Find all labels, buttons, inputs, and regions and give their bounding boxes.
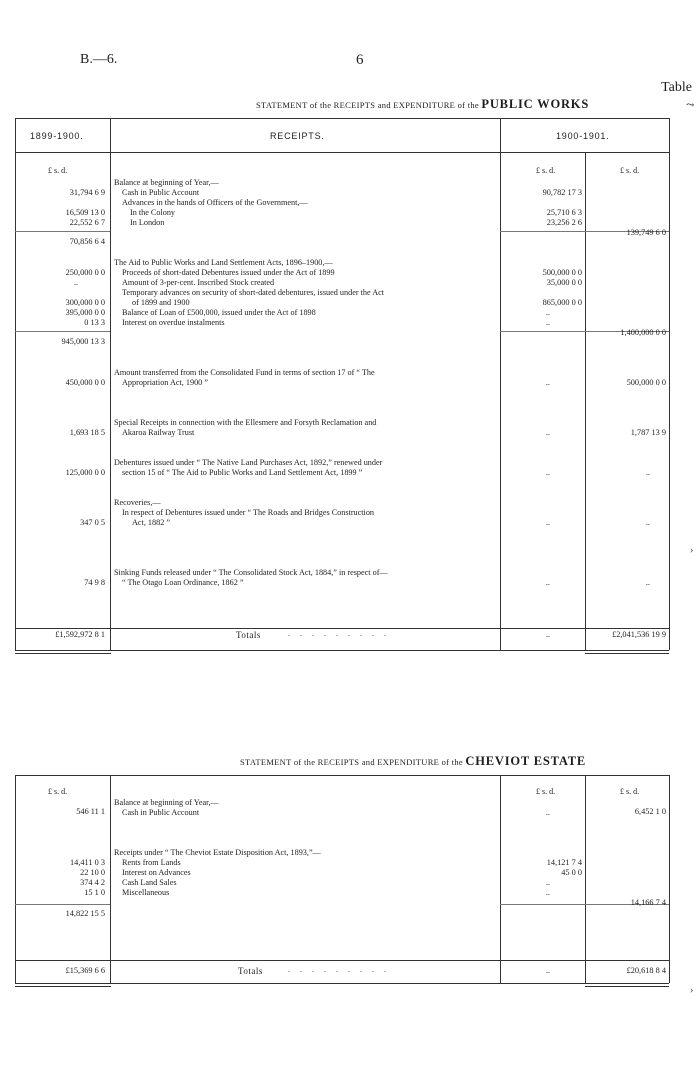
ch-top-rule — [15, 775, 669, 776]
ch-prev-interest: 22 10 0 — [80, 868, 105, 877]
pw-col-divider-2 — [500, 118, 501, 650]
aid-heading: The Aid to Public Works and Land Settlement Acts, 1896–1900,— — [114, 258, 333, 267]
ch-cur-land-sales: .. — [545, 878, 550, 887]
pw-double-rule-right — [585, 653, 669, 654]
col-head-1899: 1899-1900. — [30, 131, 84, 141]
cheviot-title — [240, 754, 586, 769]
consolidated-line-2: Appropriation Act, 1900 ” — [122, 378, 208, 387]
ch-totals-leader: ......... — [288, 965, 396, 974]
ch-lsd-total: £ s. d. — [620, 787, 640, 796]
pw-top-rule — [15, 118, 669, 119]
cheviot-title-prefix: STATEMENT of the RECEIPTS and EXPENDITURE of the — [240, 757, 463, 767]
prev-aid-subtotal: 945,000 13 3 — [61, 337, 105, 346]
ch-receipts-heading: Receipts under “ The Cheviot Estate Disposition Act, 1893,”— — [114, 848, 321, 857]
public-works-title-emphasis: PUBLIC WORKS — [481, 97, 590, 111]
cur-sinking-total: .. — [645, 578, 650, 587]
balance-colony-label: In the Colony — [130, 208, 176, 217]
recoveries-line-1: In respect of Debentures issued under “ The Roads and Bridges Construction — [122, 508, 375, 517]
prev-consolidated: 450,000 0 0 — [65, 378, 105, 387]
pw-double-rule-left — [15, 653, 111, 654]
pw-col-divider-1 — [110, 118, 111, 650]
cur-aid-3: 865,000 0 0 — [542, 298, 582, 307]
recoveries-line-2: Act, 1882 ” — [132, 518, 170, 527]
cur-debentures-mid: .. — [545, 468, 550, 477]
aid-line-1: Proceeds of short-dated Debentures issued under the Act of 1899 — [122, 268, 335, 277]
cur-consolidated-total: 500,000 0 0 — [626, 378, 666, 387]
aid-line-4: Balance of Loan of £500,000, issued under the Act of 1898 — [122, 308, 316, 317]
prev-recoveries: 347 0 5 — [80, 518, 105, 527]
ch-col-divider-1 — [110, 775, 111, 983]
ch-subtotal-rule — [15, 904, 110, 905]
cur-consolidated-mid: .. — [545, 378, 550, 387]
cur-recoveries-total: .. — [645, 518, 650, 527]
ch-cur-interest: 45 0 0 — [561, 868, 582, 877]
public-works-title — [256, 97, 589, 112]
ch-bottom-rule — [15, 983, 669, 984]
special-line-2: Akaroa Railway Trust — [122, 428, 195, 437]
cur-aid-2: 35,000 0 0 — [546, 278, 582, 287]
cur-balance-total: 139,749 6 0 — [626, 228, 666, 237]
page-section-code: B.—6. — [80, 52, 118, 67]
lsd-heading-total: £ s. d. — [620, 166, 640, 175]
cur-special-mid: .. — [545, 428, 550, 437]
lsd-heading-mid: £ s. d. — [536, 166, 556, 175]
ch-cur-cash-mid: .. — [545, 808, 550, 817]
cur-grand-total-mid: .. — [545, 630, 550, 639]
ch-lsd-mid: £ s. d. — [536, 787, 556, 796]
col-head-receipts: RECEIPTS. — [270, 131, 325, 141]
ch-cur-total: 14,166 7 4 — [630, 898, 666, 907]
balance-london-label: In London — [130, 218, 165, 227]
prev-london: 22,552 6 7 — [69, 218, 105, 227]
ch-prev-cash: 546 11 1 — [76, 807, 105, 816]
cheviot-title-emphasis: CHEVIOT ESTATE — [465, 754, 587, 768]
ch-grand-total: £20,618 8 4 — [626, 966, 666, 975]
ch-total-rule — [15, 960, 669, 961]
ch-interest-label: Interest on Advances — [122, 868, 191, 877]
debentures-line-2: section 15 of “ The Aid to Public Works and Land Settlement Act, 1899 ” — [122, 468, 363, 477]
prev-aid-1: 250,000 0 0 — [65, 268, 105, 277]
ch-cur-rents: 14,121 7 4 — [546, 858, 582, 867]
balance-heading: Balance at beginning of Year,— — [114, 178, 219, 187]
table-label: Table — [661, 80, 692, 95]
page-number: 6 — [356, 52, 364, 68]
pw-totals-label: Totals — [236, 630, 261, 640]
prev-sinking: 74 9 8 — [84, 578, 105, 587]
cur-aid-total: 1,400,000 0 0 — [620, 328, 666, 337]
ch-prev-misc: 15 1 0 — [84, 888, 105, 897]
aid-line-2: Amount of 3-per-cent. Inscribed Stock created — [122, 278, 275, 287]
margin-mark-3: › — [690, 985, 694, 996]
pw-header-rule — [15, 152, 669, 153]
special-line-1: Special Receipts in connection with the Ellesmere and Forsyth Reclamation and — [114, 418, 377, 427]
ch-rents-label: Rents from Lands — [122, 858, 181, 867]
ch-cash-label: Cash in Public Account — [122, 808, 200, 817]
ch-cur-total-mid: .. — [545, 966, 550, 975]
cur-aid-4: .. — [545, 308, 550, 317]
ch-right-border — [669, 775, 670, 983]
public-works-title-prefix: STATEMENT of the RECEIPTS and EXPENDITURE of the — [256, 100, 479, 110]
cur-sinking-mid: .. — [545, 578, 550, 587]
ch-lsd-prev: £ s. d. — [48, 787, 68, 796]
pw-bottom-rule — [15, 650, 669, 651]
ch-double-rule-left — [15, 986, 111, 987]
cur-colony: 25,710 6 3 — [546, 208, 582, 217]
prev-colony: 16,509 13 0 — [65, 208, 105, 217]
prev-special: 1,693 18 5 — [69, 428, 105, 437]
prev-grand-total: £1,592,972 8 1 — [55, 630, 105, 639]
aid-line-5: Interest on overdue instalments — [122, 318, 225, 327]
ch-misc-label: Miscellaneous — [122, 888, 170, 897]
pw-totals-leader: ......... — [288, 629, 396, 638]
pw-subtotal-rule-1 — [15, 231, 110, 232]
ch-prev-rents: 14,411 0 3 — [70, 858, 105, 867]
margin-mark-1: ⤳ — [686, 100, 695, 111]
prev-balance-subtotal: 70,856 6 4 — [69, 237, 105, 246]
ch-prev-subtotal: 14,822 15 5 — [65, 909, 105, 918]
debentures-line-1: Debentures issued under “ The Native Land Purchases Act, 1892,” renewed under — [114, 458, 383, 467]
cur-special-total: 1,787 13 9 — [630, 428, 666, 437]
ch-land-sales-label: Cash Land Sales — [122, 878, 177, 887]
pw-left-border — [15, 118, 16, 650]
pw-right-border — [669, 118, 670, 650]
ch-cur-misc: .. — [545, 888, 550, 897]
ch-cur-cash-total: 6,452 1 0 — [634, 807, 666, 816]
sinking-line-2: “ The Otago Loan Ordinance, 1862 ” — [122, 578, 244, 587]
prev-cash: 31,794 6 9 — [69, 188, 105, 197]
cur-aid-1: 500,000 0 0 — [542, 268, 582, 277]
balance-advances-label: Advances in the hands of Officers of the Government,— — [122, 198, 308, 207]
sinking-line-1: Sinking Funds released under “ The Consolidated Stock Act, 1884,” in respect of— — [114, 568, 388, 577]
prev-aid-4: 395,000 0 0 — [65, 308, 105, 317]
aid-line-3b: of 1899 and 1900 — [132, 298, 190, 307]
cur-aid-5: .. — [545, 318, 550, 327]
ch-col-divider-2 — [500, 775, 501, 983]
col-head-1900: 1900-1901. — [556, 131, 610, 141]
prev-debentures: 125,000 0 0 — [65, 468, 105, 477]
margin-mark-2: › — [690, 545, 694, 556]
pw-subtotal-rule-2 — [15, 331, 110, 332]
ch-double-rule-right — [585, 986, 669, 987]
prev-aid-2: .. — [73, 278, 78, 287]
ch-prev-total: £15,369 6 6 — [65, 966, 105, 975]
ch-prev-land-sales: 374 4 2 — [80, 878, 105, 887]
recoveries-heading: Recoveries,— — [114, 498, 161, 507]
ch-left-border — [15, 775, 16, 983]
ch-col-divider-3 — [585, 775, 586, 983]
balance-cash-label: Cash in Public Account — [122, 188, 200, 197]
cur-debentures-total: .. — [645, 468, 650, 477]
cur-london: 23,256 2 6 — [546, 218, 582, 227]
consolidated-line-1: Amount transferred from the Consolidated Fund in terms of section 17 of “ The — [114, 368, 375, 377]
lsd-heading-prev: £ s. d. — [48, 166, 68, 175]
ch-totals-label: Totals — [238, 966, 263, 976]
ch-balance-heading: Balance at beginning of Year,— — [114, 798, 219, 807]
prev-aid-3: 300,000 0 0 — [65, 298, 105, 307]
aid-line-3a: Temporary advances on security of short-dated debentures, issued under the Act — [122, 288, 385, 297]
cur-grand-total: £2,041,536 19 9 — [612, 630, 666, 639]
cur-cash: 90,782 17 3 — [542, 188, 582, 197]
pw-col-divider-3 — [585, 152, 586, 650]
cur-recoveries-mid: .. — [545, 518, 550, 527]
prev-aid-5: 0 13 3 — [84, 318, 105, 327]
